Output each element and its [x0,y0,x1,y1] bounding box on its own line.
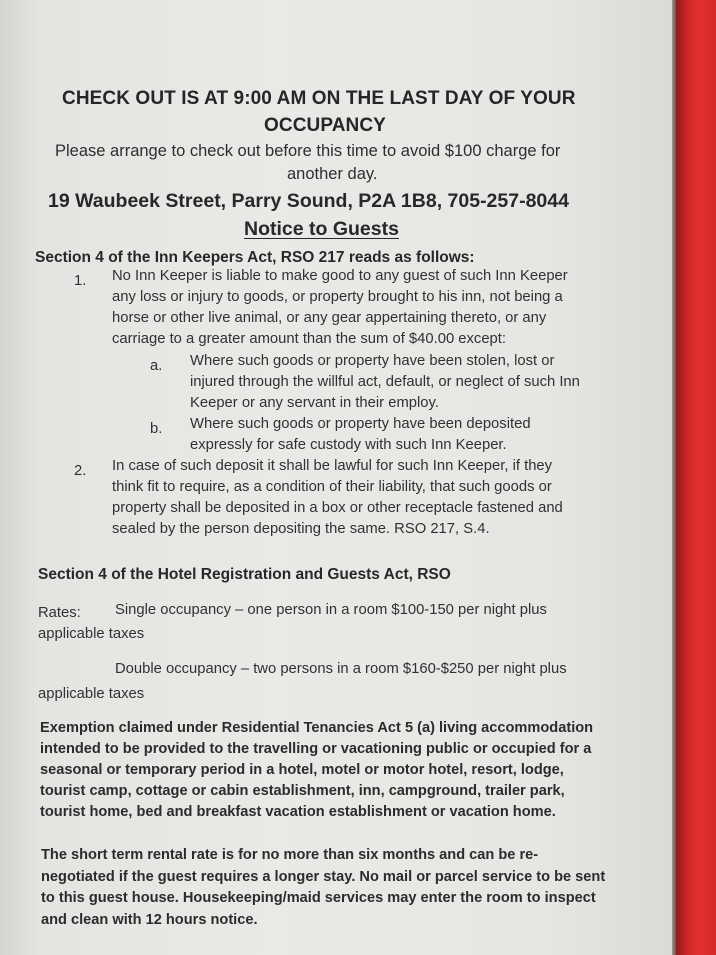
exemption-line: tourist camp, cottage or cabin establishment, inn, campground, trailer park, [40,783,565,799]
notice-title: Notice to Guests [244,218,399,240]
item-1-line: horse or other live animal, or any gear appertaining thereto, or any [112,310,547,326]
sub-item-b-line: Where such goods or property have been deposited [190,416,531,432]
inn-keepers-section-title: Section 4 of the Inn Keepers Act, RSO 217 reads as follows: [35,249,475,266]
item-2-line: property shall be deposited in a box or other receptacle fastened and [112,500,563,516]
rates-label: Rates: [38,605,81,621]
checkout-note-line2: another day. [287,165,378,183]
exemption-line: tourist home, bed and breakfast vacation establishment or vacation home. [40,804,556,820]
single-occupancy-rate: Single occupancy – one person in a room $100-150 per night plus [115,602,547,618]
double-occupancy-rate: Double occupancy – two persons in a room $160-$250 per night plus [115,661,567,677]
single-occupancy-taxes: applicable taxes [38,626,145,642]
checkout-heading-line1: CHECK OUT IS AT 9:00 AM ON THE LAST DAY OF YOUR [62,88,576,109]
checkout-heading-line2: OCCUPANCY [264,115,386,136]
item-2-line: sealed by the person depositing the same. RSO 217, S.4. [112,521,490,537]
item-2-line: think fit to require, as a condition of their liability, that such goods or [112,479,552,495]
item-1-line: No Inn Keeper is liable to make good to any guest of such Inn Keeper [112,268,568,284]
hotel-registration-section-title: Section 4 of the Hotel Registration and Guests Act, RSO [38,566,451,583]
exemption-line: intended to be provided to the travelling or vacationing public or occupied for a [40,741,592,757]
sub-item-b-letter: b. [150,421,163,437]
short-term-line: to this guest house. Housekeeping/maid services may enter the room to inspect [41,890,596,906]
item-1-line: carriage to a greater amount than the sum of $40.00 except: [112,331,507,347]
sub-item-a-line: injured through the willful act, default, or neglect of such Inn [190,374,580,390]
red-frame [676,0,716,955]
exemption-line: Exemption claimed under Residential Tenancies Act 5 (a) living accommodation [40,720,594,736]
sub-item-a-line: Where such goods or property have been stolen, lost or [190,353,555,369]
item-2-number: 2. [74,463,87,479]
short-term-line: negotiated if the guest requires a longer stay. No mail or parcel service to be sent [41,869,606,885]
item-1-line: any loss or injury to goods, or property brought to his inn, not being a [112,289,563,305]
sub-item-a-line: Keeper or any servant in their employ. [190,395,439,411]
sub-item-a-letter: a. [150,358,163,374]
address-line: 19 Waubeek Street, Parry Sound, P2A 1B8, 705-257-8044 [48,190,569,212]
checkout-note-line1: Please arrange to check out before this time to avoid $100 charge for [55,142,561,160]
item-2-line: In case of such deposit it shall be lawful for such Inn Keeper, if they [112,458,553,474]
exemption-line: seasonal or temporary period in a hotel, motel or motor hotel, resort, lodge, [40,762,564,778]
short-term-line: The short term rental rate is for no more than six months and can be re- [41,847,539,863]
double-occupancy-taxes: applicable taxes [38,686,145,702]
item-1-number: 1. [74,273,87,289]
sub-item-b-line: expressly for safe custody with such Inn Keeper. [190,437,507,453]
short-term-line: and clean with 12 hours notice. [41,912,258,928]
